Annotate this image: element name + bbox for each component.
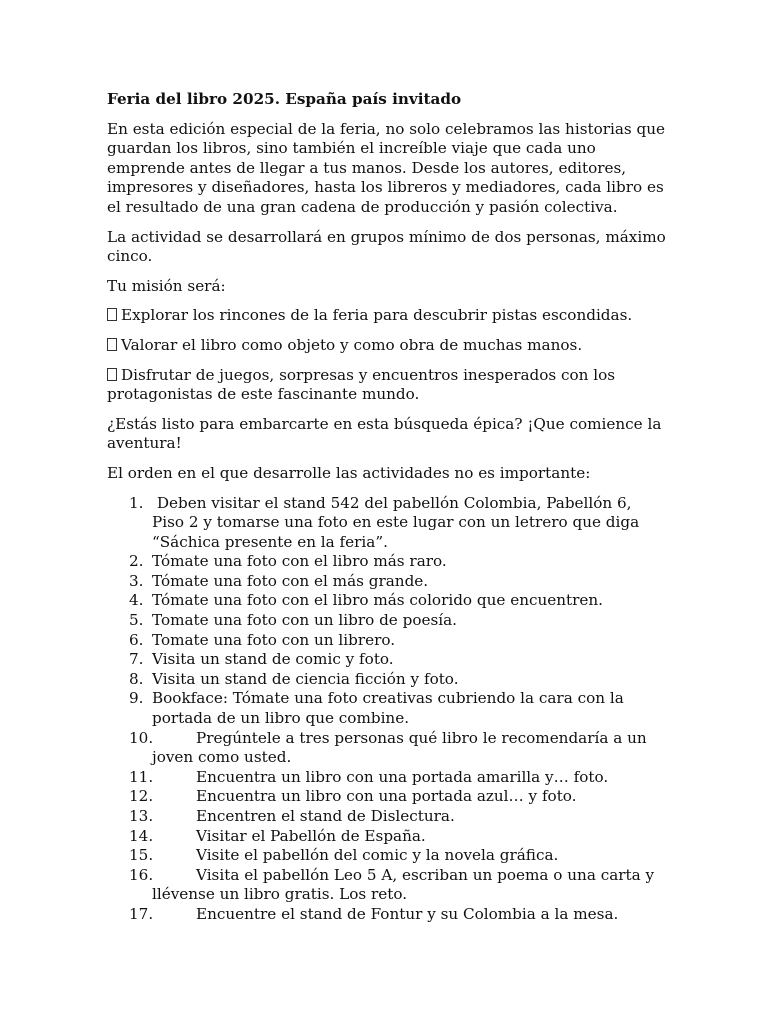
list-item-number: 4. (129, 591, 144, 610)
list-item (107, 846, 667, 866)
mission-heading: Tu misión será: (107, 276, 226, 295)
list-item-number: 13. (129, 807, 154, 825)
document-title: Feria del libro 2025. España país invitado (107, 90, 462, 108)
list-item-number: 3. (129, 571, 144, 590)
list-item-number: 2. (129, 552, 144, 571)
call-to-action-paragraph: ¿Estás listo para embarcarte en esta búsqueda épica? ¡Que comience la aventura! (107, 414, 662, 453)
list-item (107, 827, 667, 847)
list-item-text: Tómate una foto con el más grande. (152, 571, 429, 590)
list-item-text: Tomate una foto con un librero. (152, 630, 396, 649)
list-item (107, 768, 667, 788)
mission-bullet-text: Disfrutar de juegos, sorpresas y encuentros inesperados con los protagonistas de este fascinante mundo. (107, 365, 616, 404)
list-item-number: 9. (129, 689, 144, 708)
intro-paragraph: En esta edición especial de la feria, no solo celebramos las historias que guardan los libros, sino también el increíble viaje que cada uno emprende antes de llegar a tus manos. Desde los autores, editores, impresores y diseñadores, hasta los libreros y mediadores, cada libro es el resultado de una gran cadena de producción y pasión colectiva. (107, 119, 666, 216)
list-item (107, 572, 667, 592)
missing-glyph-icon (107, 338, 117, 351)
list-item-text: Visite el pabellón del comic y la novela gráfica. (196, 846, 559, 865)
list-item (107, 807, 667, 827)
list-item (107, 866, 667, 905)
list-item-text: Encuentra un libro con una portada azul… y foto. (196, 787, 577, 806)
list-item (107, 905, 667, 925)
list-item-number: 17. (129, 904, 154, 923)
list-item-text: Tómate una foto con el libro más raro. (152, 552, 447, 571)
list-item-text: Visita un stand de comic y foto. (152, 650, 394, 669)
mission-bullet (107, 336, 667, 356)
mission-bullet-text: Valorar el libro como objeto y como obra de muchas manos. (121, 335, 583, 354)
list-item-text: Encuentre el stand de Fontur y su Colombia a la mesa. (196, 904, 619, 923)
list-item-text: Visita un stand de ciencia ficción y foto. (152, 669, 459, 688)
list-item (107, 611, 667, 631)
list-item-text: Visita el pabellón Leo 5 A, escriban un poema o una carta y llévense un libro gratis. Los reto. (152, 865, 655, 904)
missing-glyph-icon (107, 308, 117, 321)
list-item (107, 591, 667, 611)
list-item-text: Deben visitar el stand 542 del pabellón Colombia, Pabellón 6, Piso 2 y tomarse una foto en este lugar con un letrero que diga “Sáchica presente en la feria”. (152, 493, 644, 551)
list-item-text: Encentren el stand de Dislectura. (196, 807, 455, 825)
list-item-number: 12. (129, 787, 154, 806)
list-item-number: 8. (129, 669, 144, 688)
mission-bullet (107, 306, 667, 326)
list-item-number: 5. (129, 611, 144, 630)
list-item (107, 631, 667, 651)
list-item-number: 11. (129, 767, 154, 786)
list-item (107, 729, 667, 768)
list-item-number: 15. (129, 846, 154, 865)
group-size-paragraph: La actividad se desarrollará en grupos mínimo de dos personas, máximo cinco. (107, 227, 666, 266)
list-item (107, 670, 667, 690)
list-item-text: Tomate una foto con un libro de poesía. (152, 611, 457, 630)
list-item (107, 650, 667, 670)
order-note-paragraph: El orden en el que desarrolle las actividades no es importante: (107, 463, 591, 482)
list-item-number: 14. (129, 826, 154, 845)
list-item-text: Pregúntele a tres personas qué libro le recomendaría a un joven como usted. (152, 728, 647, 767)
list-item-number: 6. (129, 630, 144, 649)
list-item-number: 1. (129, 493, 144, 512)
mission-bullet (107, 366, 667, 405)
list-item-number: 16. (129, 865, 154, 884)
list-item (107, 787, 667, 807)
list-item (107, 494, 667, 553)
activity-list (107, 494, 667, 925)
list-item-text: Encuentra un libro con una portada amarilla y… foto. (196, 767, 609, 786)
list-item (107, 689, 667, 728)
list-item-text: Bookface: Tómate una foto creativas cubriendo la cara con la portada de un libro que combine. (152, 689, 624, 728)
missing-glyph-icon (107, 368, 117, 381)
list-item-text: Visitar el Pabellón de España. (196, 826, 426, 845)
mission-bullet-text: Explorar los rincones de la feria para descubrir pistas escondidas. (121, 306, 633, 325)
document-page (107, 90, 667, 925)
list-item-number: 7. (129, 650, 144, 669)
list-item-number: 10. (129, 728, 154, 747)
list-item (107, 552, 667, 572)
list-item-text: Tómate una foto con el libro más colorido que encuentren. (152, 591, 603, 610)
